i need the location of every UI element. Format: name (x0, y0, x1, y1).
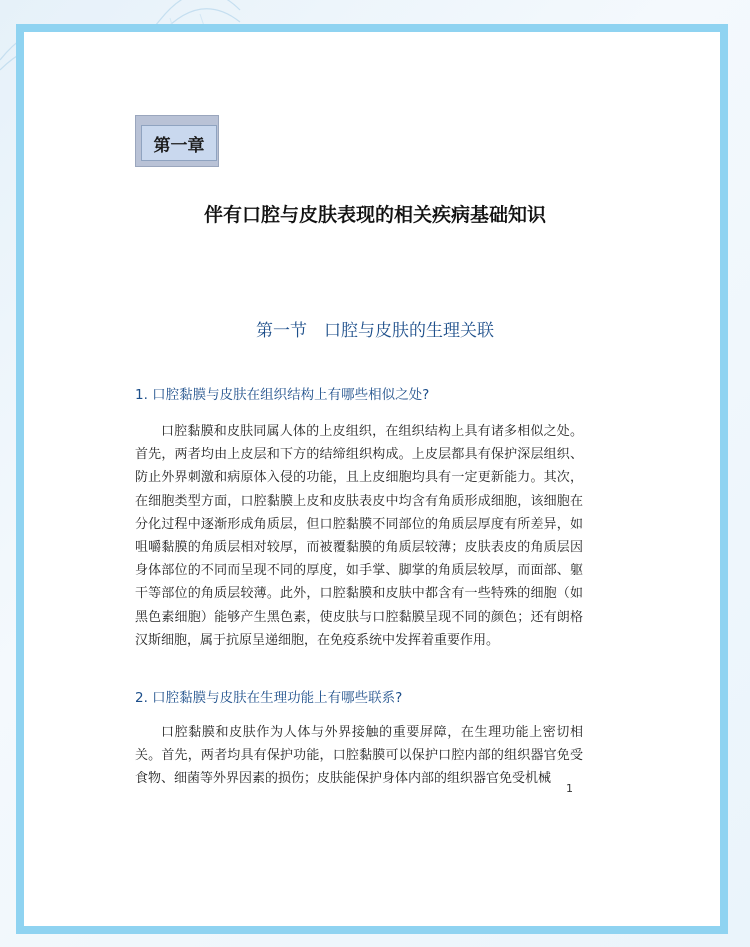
page-number: 1 (566, 782, 573, 795)
question-heading-2: 2. 口腔黏膜与皮肤在生理功能上有哪些联系? (135, 690, 403, 706)
question-paragraph-1: 口腔黏膜和皮肤同属人体的上皮组织，在组织结构上具有诸多相似之处。首先，两者均由上皮层和下方的结缔组织构成。上皮层都具有保护深层组织、防止外界刺激和病原体入侵的功能，且上皮细胞均具有一定更新能力。其次，在细胞类型方面，口腔黏膜上皮和皮肤表皮中均含有角质形成细胞，该细胞在分化过程中逐渐形成角质层，但口腔黏膜不同部位的角质层厚度有所差异，如咀嚼黏膜的角质层相对较厚，而被覆黏膜的角质层较薄；皮肤表皮的角质层因身体部位的不同而呈现不同的厚度，如手掌、脚掌的角质层较厚，而面部、躯干等部位的角质层较薄。此外，口腔黏膜和皮肤中都含有一些特殊的细胞（如黑色素细胞）能够产生黑色素，使皮肤与口腔黏膜呈现不同的颜色；还有朗格汉斯细胞，属于抗原呈递细胞，在免疫系统中发挥着重要作用。 (135, 424, 583, 648)
question-paragraph-2: 口腔黏膜和皮肤作为人体与外界接触的重要屏障，在生理功能上密切相关。首先，两者均具有保护功能，口腔黏膜可以保护口腔内部的组织器官免受食物、细菌等外界因素的损伤；皮肤能保护身体内部的组织器官免受机械 (135, 725, 583, 787)
section-title: 第一节 口腔与皮肤的生理关联 (256, 321, 494, 341)
question-heading-1: 1. 口腔黏膜与皮肤在组织结构上有哪些相似之处? (135, 387, 430, 403)
chapter-badge (135, 115, 219, 167)
chapter-title: 伴有口腔与皮肤表现的相关疾病基础知识 (203, 204, 546, 226)
chapter-badge-label: 第一章 (141, 125, 217, 161)
